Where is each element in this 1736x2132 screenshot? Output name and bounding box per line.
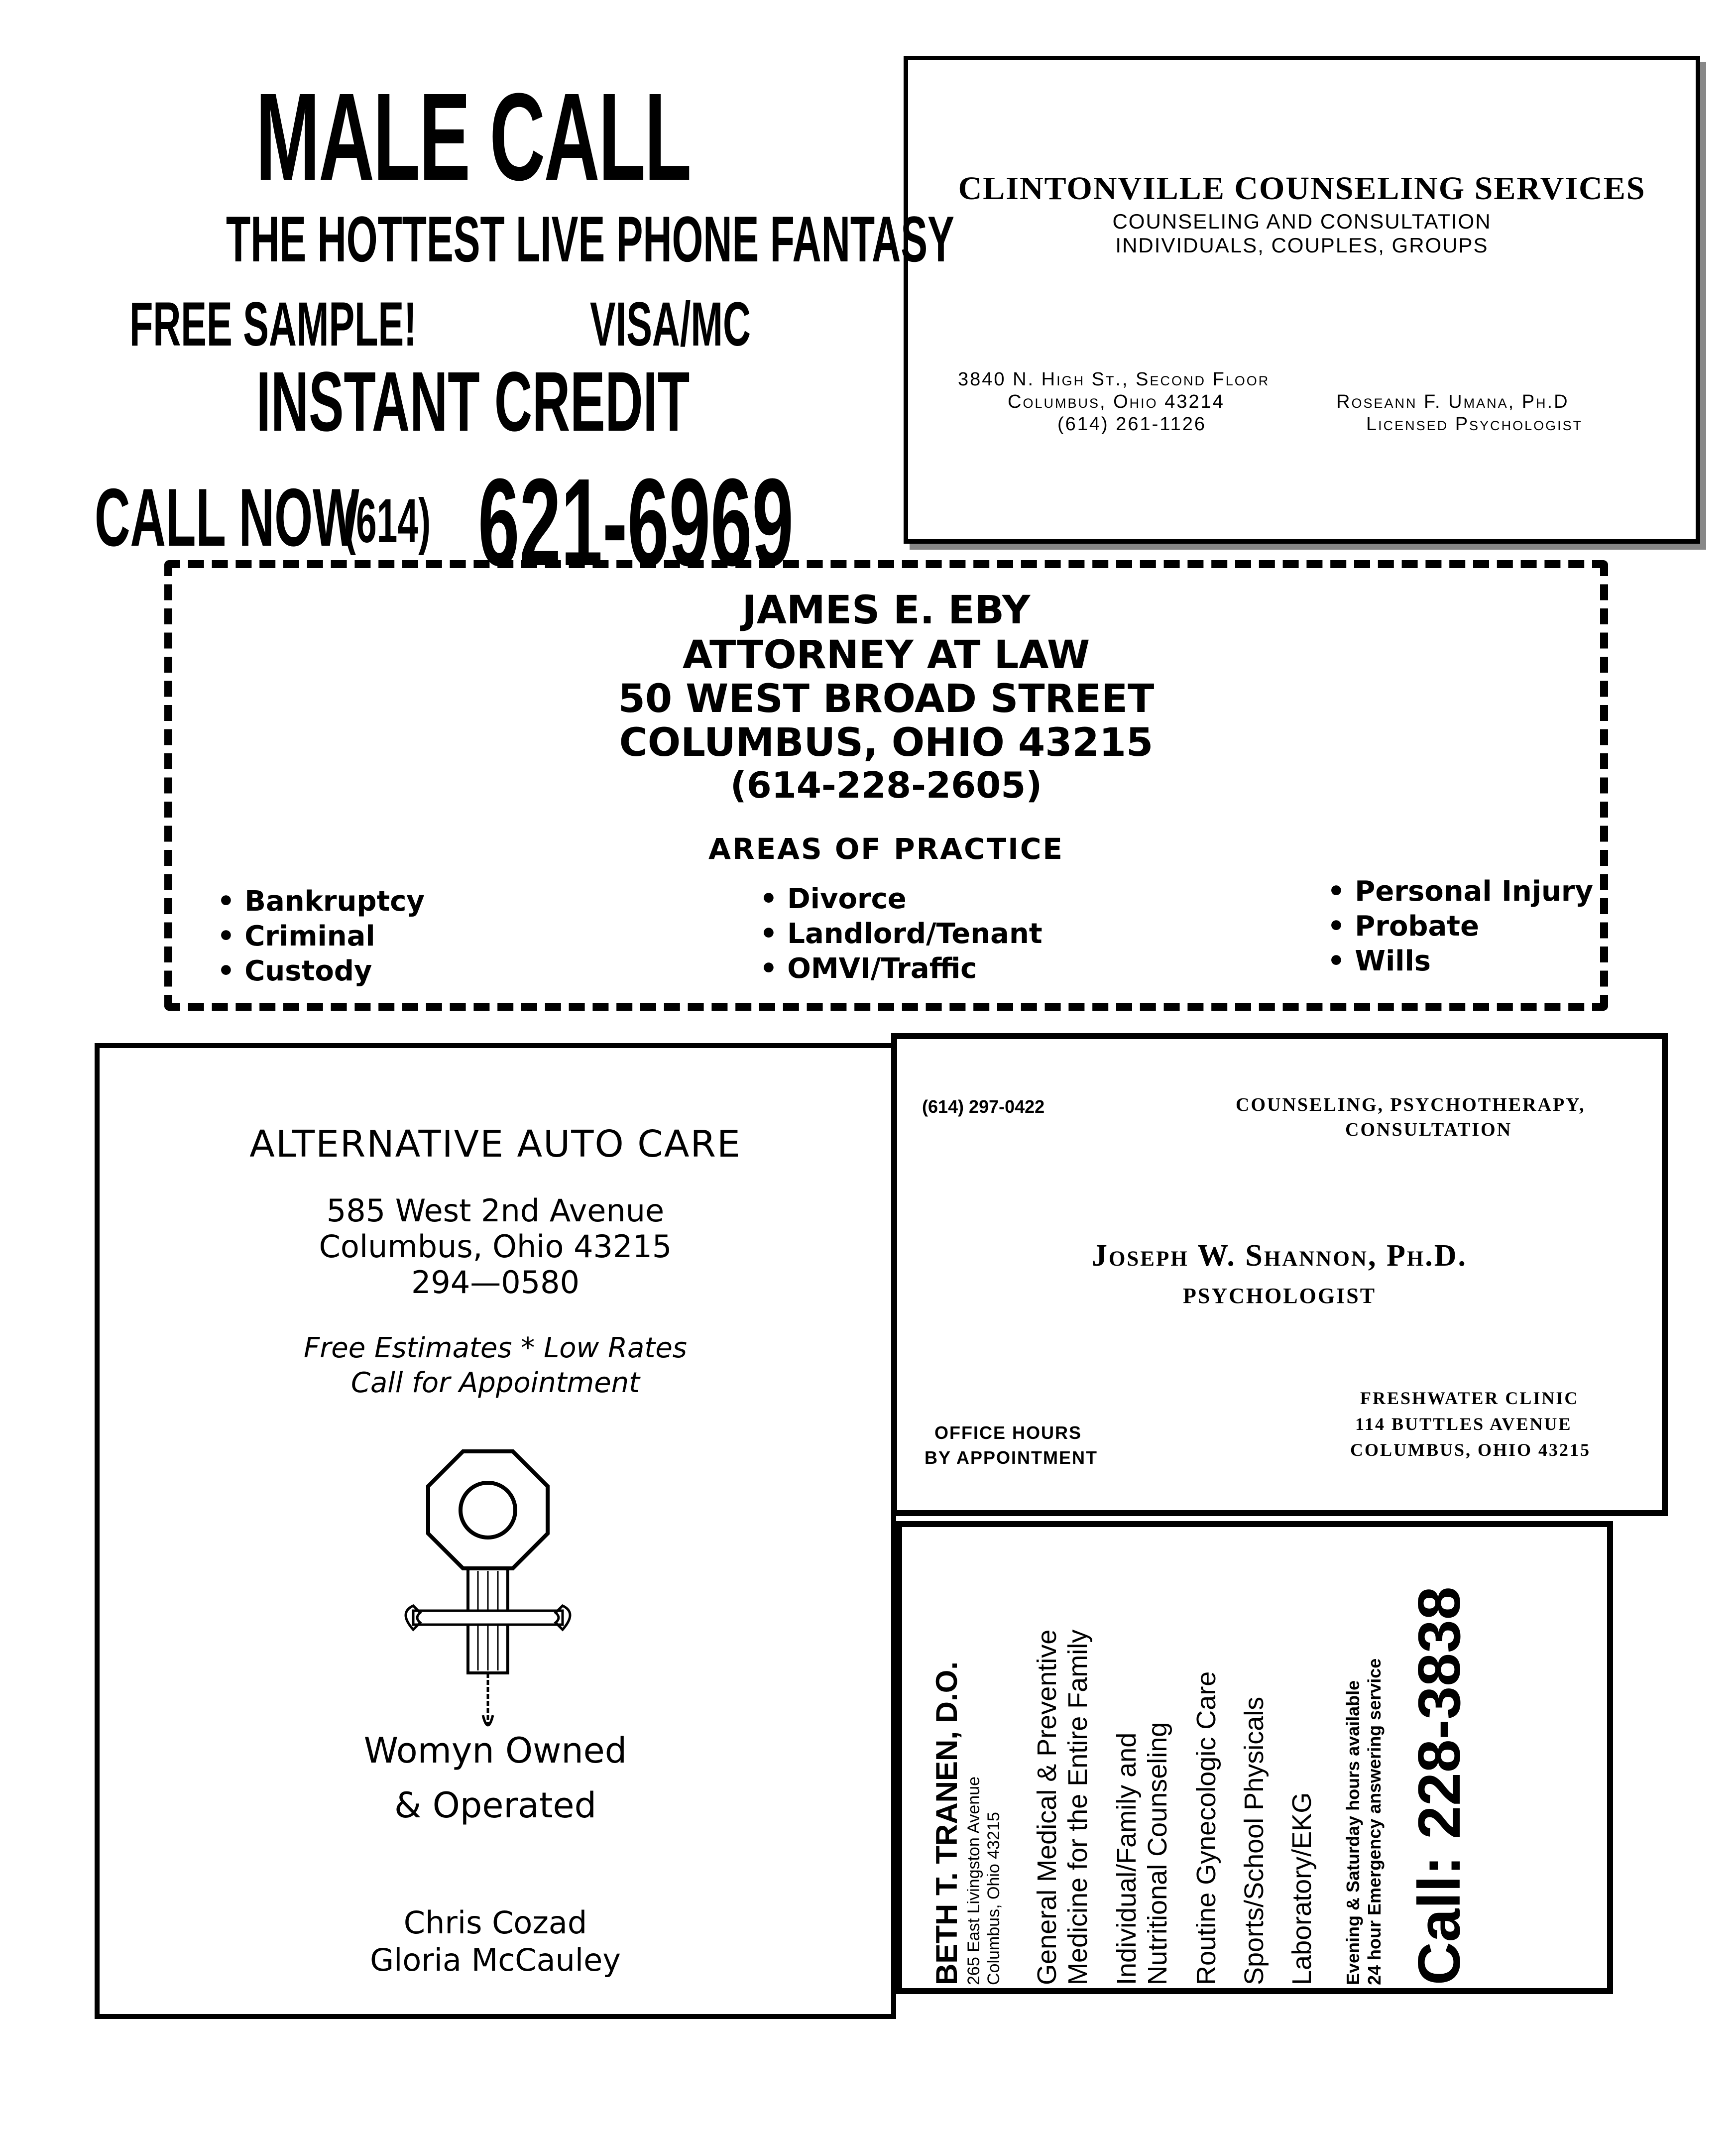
male-call-credit: INSTANT CREDIT — [256, 355, 690, 449]
auto-care-tagline2: Call for Appointment — [350, 1367, 640, 1399]
auto-care-name2: Gloria McCauley — [370, 1942, 621, 1978]
shannon-clinic1: FRESHWATER CLINIC — [1360, 1388, 1579, 1408]
clintonville-line1: COUNSELING AND CONSULTATION — [1112, 210, 1492, 233]
tranen-address1: 265 East Livingston Avenue — [964, 1776, 983, 1985]
shannon-name: Joseph W. Shannon, Ph.D. — [1091, 1239, 1468, 1273]
shannon-services2: CONSULTATION — [1345, 1119, 1512, 1140]
auto-care-owned2: & Operated — [394, 1785, 597, 1826]
auto-care-address1: 585 West 2nd Avenue — [326, 1192, 665, 1229]
auto-care-address2: Columbus, Ohio 43215 — [319, 1228, 672, 1265]
male-call-subtitle: THE HOTTEST LIVE PHONE FANTASY — [226, 203, 954, 275]
male-call-number: 621-6969 — [478, 453, 794, 592]
male-call-cards: VISA/MC — [590, 290, 751, 359]
list-item: • Probate — [1327, 909, 1593, 944]
list-item: • Wills — [1327, 944, 1593, 979]
auto-care-phone: 294—0580 — [411, 1264, 580, 1301]
nut-and-wrench-icon — [398, 1446, 578, 1735]
list-item: • Bankruptcy — [217, 884, 425, 919]
clintonville-title: CLINTONVILLE COUNSELING SERVICES — [958, 170, 1646, 207]
clintonville-person: Roseann F. Umana, Ph.D — [1336, 391, 1569, 412]
eby-practice-column-3 — [1327, 874, 1593, 979]
auto-care-name1: Chris Cozad — [403, 1904, 587, 1941]
shannon-clinic2: 114 BUTTLES AVENUE — [1355, 1414, 1572, 1434]
tranen-service3: Routine Gynecologic Care — [1191, 1671, 1221, 1985]
eby-title: ATTORNEY AT LAW — [682, 633, 1090, 678]
clintonville-phone: (614) 261-1126 — [1057, 414, 1207, 435]
clintonville-license: Licensed Psychologist — [1366, 414, 1583, 435]
male-call-free-sample: FREE SAMPLE! — [129, 290, 417, 359]
shannon-card — [891, 1033, 1668, 1516]
eby-name: JAMES E. EBY — [742, 588, 1031, 633]
shannon-clinic3: COLUMBUS, OHIO 43215 — [1350, 1440, 1591, 1460]
clintonville-address1: 3840 N. High St., Second Floor — [958, 369, 1270, 390]
shannon-hours2: BY APPOINTMENT — [925, 1447, 1098, 1468]
eby-phone: (614-228-2605) — [730, 764, 1042, 806]
tranen-service2a: Individual/Family and — [1112, 1732, 1142, 1985]
eby-street: 50 WEST BROAD STREET — [618, 677, 1155, 721]
auto-care-title: ALTERNATIVE AUTO CARE — [249, 1123, 741, 1166]
tranen-rotated-content — [902, 1527, 1619, 2000]
eby-card — [164, 560, 1608, 1011]
tranen-address2: Columbus, Ohio 43215 — [984, 1812, 1003, 1985]
shannon-services1: COUNSELING, PSYCHOTHERAPY, — [1236, 1094, 1586, 1115]
shannon-phone: (614) 297-0422 — [922, 1096, 1045, 1117]
list-item: • Custody — [217, 954, 425, 989]
tranen-evening2: 24 hour Emergency answering service — [1364, 1658, 1385, 1985]
shannon-hours1: OFFICE HOURS — [934, 1422, 1082, 1443]
male-call-area-code: (614) — [344, 486, 431, 556]
list-item: • Criminal — [217, 919, 425, 954]
male-call-ad — [75, 67, 954, 592]
tranen-name: BETH T. TRANEN, D.O. — [930, 1661, 963, 1985]
eby-city: COLUMBUS, OHIO 43215 — [619, 720, 1154, 765]
eby-practice-column-2 — [760, 882, 1042, 986]
male-call-call-now: CALL NOW — [95, 472, 359, 563]
tranen-card — [896, 1521, 1613, 1994]
list-item: • Divorce — [760, 882, 1042, 917]
clintonville-line2: INDIVIDUALS, COUPLES, GROUPS — [1115, 234, 1489, 257]
clintonville-card — [904, 56, 1700, 544]
tranen-service5: Laboratory/EKG — [1287, 1792, 1317, 1985]
tranen-evening1: Evening & Saturday hours available — [1343, 1680, 1363, 1985]
auto-care-owned1: Womyn Owned — [363, 1730, 627, 1771]
male-call-title: MALE CALL — [255, 67, 691, 206]
shannon-title: PSYCHOLOGIST — [1182, 1284, 1377, 1308]
male-call-phone-row — [75, 451, 871, 592]
auto-care-card — [95, 1043, 896, 2019]
list-item: • Landlord/Tenant — [760, 917, 1042, 951]
eby-practice-column-1 — [217, 884, 425, 989]
male-call-offer-row — [75, 289, 871, 359]
list-item: • OMVI/Traffic — [760, 951, 1042, 986]
list-item: • Personal Injury — [1327, 874, 1593, 909]
tranen-service4: Sports/School Physicals — [1239, 1696, 1269, 1985]
auto-care-tagline1: Free Estimates * Low Rates — [304, 1332, 687, 1364]
tranen-service1b: Medicine for the Entire Family — [1063, 1629, 1093, 1985]
tranen-service1a: General Medical & Preventive — [1032, 1629, 1062, 1985]
tranen-call: Call: 228-3838 — [1406, 1586, 1473, 1985]
tranen-service2b: Nutritional Counseling — [1143, 1722, 1172, 1985]
eby-areas-heading: AREAS OF PRACTICE — [708, 832, 1064, 866]
clintonville-address2: Columbus, Ohio 43214 — [1008, 391, 1225, 412]
